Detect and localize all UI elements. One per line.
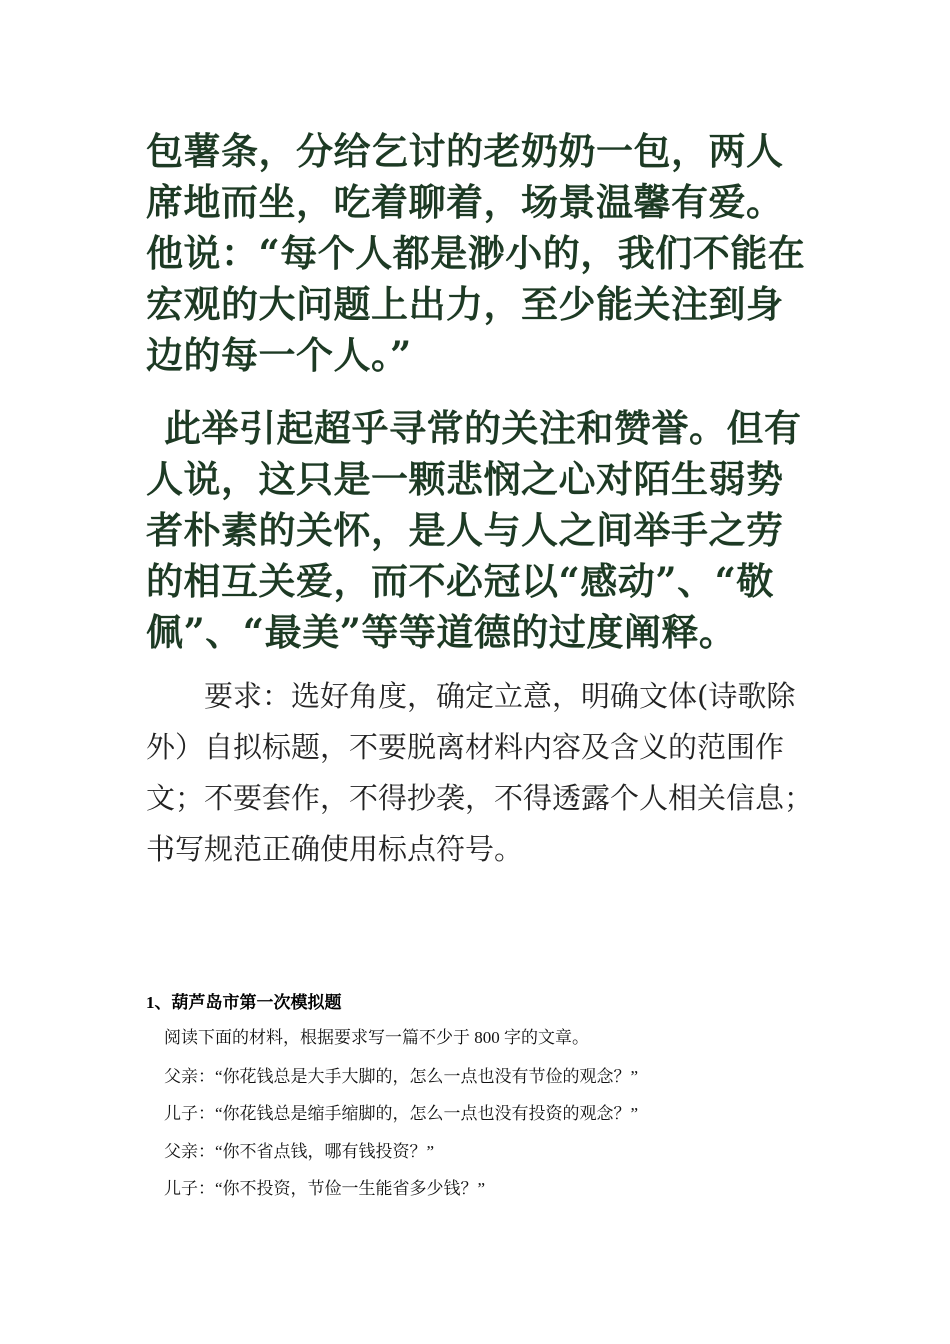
essay-paragraph-1: 包薯条，分给乞讨的老奶奶一包，两人席地而坐，吃着聊着，场景温馨有爱。他说：“每个人都是渺小的，我们不能在宏观的大问题上出力，至少能关注到身边的每一个人。” (146, 129, 806, 377)
dialogue-line: 儿子：“你花钱总是缩手缩脚的，怎么一点也没有投资的观念？” (164, 1104, 639, 1123)
essay-requirement: 要求：选好角度，确定立意，明确文体(诗歌除外）自拟标题，不要脱离材料内容及含义的范围作文；不要套作，不得抄袭，不得透露个人相关信息；书写规范正确使用标点符号。 (146, 679, 814, 866)
section-title: 1、葫芦岛市第一次模拟题 (146, 993, 342, 1012)
dialogue-line: 父亲：“你不省点钱，哪有钱投资？” (164, 1142, 435, 1161)
section-intro: 阅读下面的材料，根据要求写一篇不少于 800 字的文章。 (164, 1028, 589, 1047)
dialogue-line: 父亲：“你花钱总是大手大脚的，怎么一点也没有节俭的观念？” (164, 1067, 639, 1086)
dialogue-line: 儿子：“你不投资，节俭一生能省多少钱？” (164, 1179, 486, 1198)
essay-paragraph-2: 此举引起超乎寻常的关注和赞誉。但有人说，这只是一颗悲悯之心对陌生弱势者朴素的关怀，是人与人之间举手之劳的相互关爱，而不必冠以“感动”、“敬佩”、“最美”等等道德的过度阐释。 (146, 406, 802, 654)
